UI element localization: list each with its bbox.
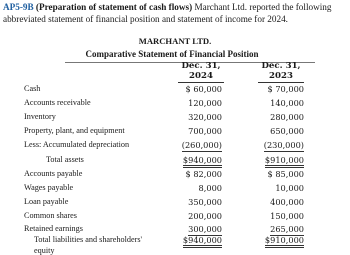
column-header-2023	[255, 62, 307, 83]
table-row-continuation	[0, 246, 350, 255]
table-row	[0, 211, 350, 225]
row-label: Cash	[24, 84, 41, 93]
statement-title: Comparative Statement of Financial Position	[85, 49, 259, 59]
table-row	[0, 183, 350, 197]
row-label: Loan payable	[24, 197, 69, 206]
value-2024	[162, 155, 222, 165]
value-2024-text: (260,000)	[181, 140, 222, 150]
column-header-date: Dec. 31,	[261, 61, 301, 71]
problem-code: AP5-9B	[3, 2, 34, 12]
value-2023	[244, 224, 304, 234]
problem-text: Marchant Ltd. reported the following abbreviated statement of financial position and statement of income for 2024.	[3, 2, 332, 24]
column-header-2024	[175, 62, 227, 83]
value-2023: $ 70,000	[267, 84, 304, 94]
value-2024: $ 60,000	[185, 84, 222, 94]
value-2024: 700,000	[188, 126, 222, 136]
value-2024: 8,000	[198, 183, 222, 193]
value-2023: 650,000	[270, 126, 304, 136]
value-2024	[162, 235, 222, 245]
row-label: Less: Accumulated depreciation	[24, 140, 130, 149]
value-2024	[162, 224, 222, 234]
value-2023-text: $910,000	[265, 155, 304, 168]
value-2023	[244, 155, 304, 165]
column-header-year: 2024	[189, 70, 213, 81]
table-row	[0, 126, 350, 140]
value-2023-text: $910,000	[265, 235, 304, 248]
table-row	[0, 140, 350, 154]
value-2023: 280,000	[270, 112, 304, 122]
row-label: Property, plant, and equipment	[24, 126, 125, 135]
value-2023: 400,000	[270, 197, 304, 207]
row-label: Common shares	[24, 211, 77, 220]
table-row	[0, 112, 350, 126]
value-2024: 320,000	[188, 112, 222, 122]
row-label: Total liabilities and shareholders'	[34, 235, 142, 244]
value-2023	[244, 140, 304, 150]
column-header-year: 2023	[269, 70, 293, 81]
row-label: Accounts receivable	[24, 98, 91, 107]
value-2023: 10,000	[275, 183, 304, 193]
value-2024	[162, 140, 222, 150]
value-2023	[244, 235, 304, 245]
table-row-total	[0, 155, 350, 169]
value-2024-text: $940,000	[183, 155, 222, 168]
value-2023: 140,000	[270, 98, 304, 108]
column-header-date: Dec. 31,	[181, 61, 221, 71]
table-row	[0, 84, 350, 98]
value-2024-text: $940,000	[183, 235, 222, 248]
table-row	[0, 169, 350, 183]
value-2023-text: 265,000	[270, 224, 304, 234]
column-header-underline	[178, 82, 224, 83]
problem-topic: (Preparation of statement of cash flows)	[35, 2, 193, 12]
problem-intro	[3, 2, 347, 25]
table-row	[0, 197, 350, 211]
value-2024-text: 300,000	[188, 224, 222, 234]
row-label: Retained earnings	[24, 224, 83, 233]
row-label: Inventory	[24, 112, 56, 121]
value-2023: 150,000	[270, 211, 304, 221]
row-label: Wages payable	[24, 183, 74, 192]
value-2024: 350,000	[188, 197, 222, 207]
row-label: Total assets	[46, 155, 84, 164]
value-2024: 120,000	[188, 98, 222, 108]
value-2024: 200,000	[188, 211, 222, 221]
company-name: MARCHANT LTD.	[138, 36, 212, 46]
column-header-underline	[258, 82, 304, 83]
row-label-continuation: equity	[34, 246, 55, 255]
value-2024: $ 82,000	[185, 169, 222, 179]
value-2023: $ 85,000	[267, 169, 304, 179]
value-2023-text: (230,000)	[263, 140, 304, 150]
row-label: Accounts payable	[24, 169, 83, 178]
table-row	[0, 98, 350, 112]
